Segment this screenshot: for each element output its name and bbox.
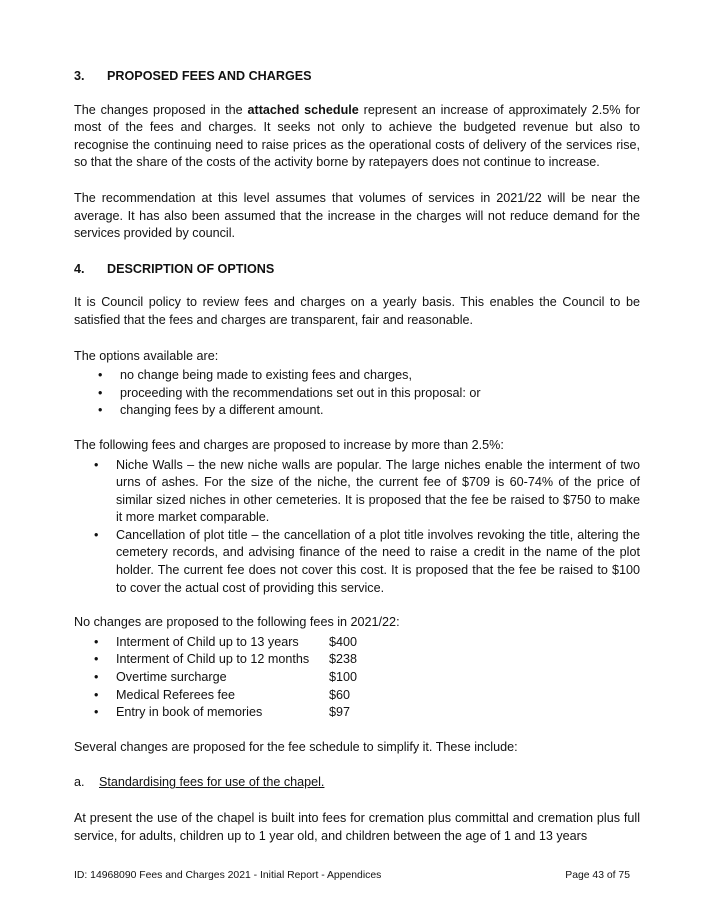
paragraph-text: represent an increase of approximately 2.5% for most of the fees and charges. It seeks not only to achieve the budgeted revenue but also to recognise the continuing need to raise prices as the operational costs of delivery of the services rise, so that the share of the costs of the activity borne by ratepayers does not continue to increase. (74, 102, 641, 170)
fees-list (74, 634, 640, 722)
list-item (116, 651, 640, 669)
section-3-paragraph-2: The recommendation at this level assumes that volumes of services in 2021/22 will be near the average. It has also been assumed that the increase in the charges will not reduce demand for the services provided by council. (74, 190, 640, 241)
list-item (116, 704, 640, 722)
section-3-paragraph-1 (74, 102, 640, 172)
footer-document-id: ID: 14968090 Fees and Charges 2021 - Initial Report - Appendices (74, 870, 382, 881)
no-change-intro: No changes are proposed to the following fees in 2021/22: (74, 615, 400, 630)
footer-page-number: Page 43 of 75 (565, 870, 630, 881)
list-item: • changing fees by a different amount. (120, 402, 640, 420)
chapel-paragraph: At present the use of the chapel is built into fees for cremation plus committal and cremation plus full service, for adults, children up to 1 year old, and children between the age of 1 and 13 years (74, 811, 640, 843)
list-item (116, 687, 640, 705)
list-item: • Niche Walls – the new niche walls are popular. The large niches enable the interment of two urns of ashes. For the size of the niche, the current fee of $709 is 60-74% of the price of similar sized niches in other cemeteries. It is proposed that the fee be raised to $750 to make it more market comparable. (116, 457, 640, 527)
fee-name: • Entry in book of memories (116, 705, 263, 720)
fee-name: • Interment of Child up to 12 months (116, 652, 310, 667)
increase-intro: The following fees and charges are proposed to increase by more than 2.5%: (74, 437, 504, 452)
list-item (116, 669, 640, 687)
subsection-letter: a. (74, 775, 85, 790)
subsection-a-heading (74, 774, 640, 792)
section-3-heading (74, 68, 640, 86)
fee-amount: $97 (329, 705, 351, 720)
fee-amount: $60 (329, 687, 351, 702)
page-footer (74, 869, 630, 883)
options-list (74, 367, 640, 420)
attached-schedule-emphasis: attached schedule (247, 102, 359, 117)
fee-name: • Interment of Child up to 13 years (116, 634, 299, 649)
fee-amount: $238 (329, 652, 358, 667)
fee-name: • Medical Referees fee (116, 687, 236, 702)
document-body (74, 68, 640, 863)
subsection-title: Standardising fees for use of the chapel. (99, 775, 325, 790)
list-item: • no change being made to existing fees and charges, (120, 367, 640, 385)
section-4-heading (74, 261, 640, 279)
fee-amount: $400 (329, 634, 358, 649)
section-3-title: PROPOSED FEES AND CHARGES (107, 69, 312, 83)
list-item: • proceeding with the recommendations set out in this proposal: or (120, 385, 640, 403)
section-4-title: DESCRIPTION OF OPTIONS (107, 261, 275, 276)
increase-list (74, 457, 640, 598)
simplify-intro: Several changes are proposed for the fee schedule to simplify it. These include: (74, 739, 518, 754)
section-3-number: 3. (74, 69, 85, 83)
list-item: • Cancellation of plot title – the cancellation of a plot title involves revoking the title, altering the cemetery records, and advising finance of the need to raise a credit in the name of the plot holder. The current fee does not cover this cost. It is proposed that the fee be raised to $100 to cover the actual cost of providing this service. (116, 527, 640, 597)
options-intro: The options available are: (74, 348, 219, 363)
section-4-paragraph-1: It is Council policy to review fees and charges on a yearly basis. This enables the Council to be satisfied that the fees and charges are transparent, fair and reasonable. (74, 295, 640, 327)
paragraph-text: The changes proposed in the (74, 102, 248, 117)
section-4-number: 4. (74, 261, 85, 276)
list-item (116, 634, 640, 652)
fee-name: • Overtime surcharge (116, 670, 227, 685)
fee-amount: $100 (329, 670, 358, 685)
